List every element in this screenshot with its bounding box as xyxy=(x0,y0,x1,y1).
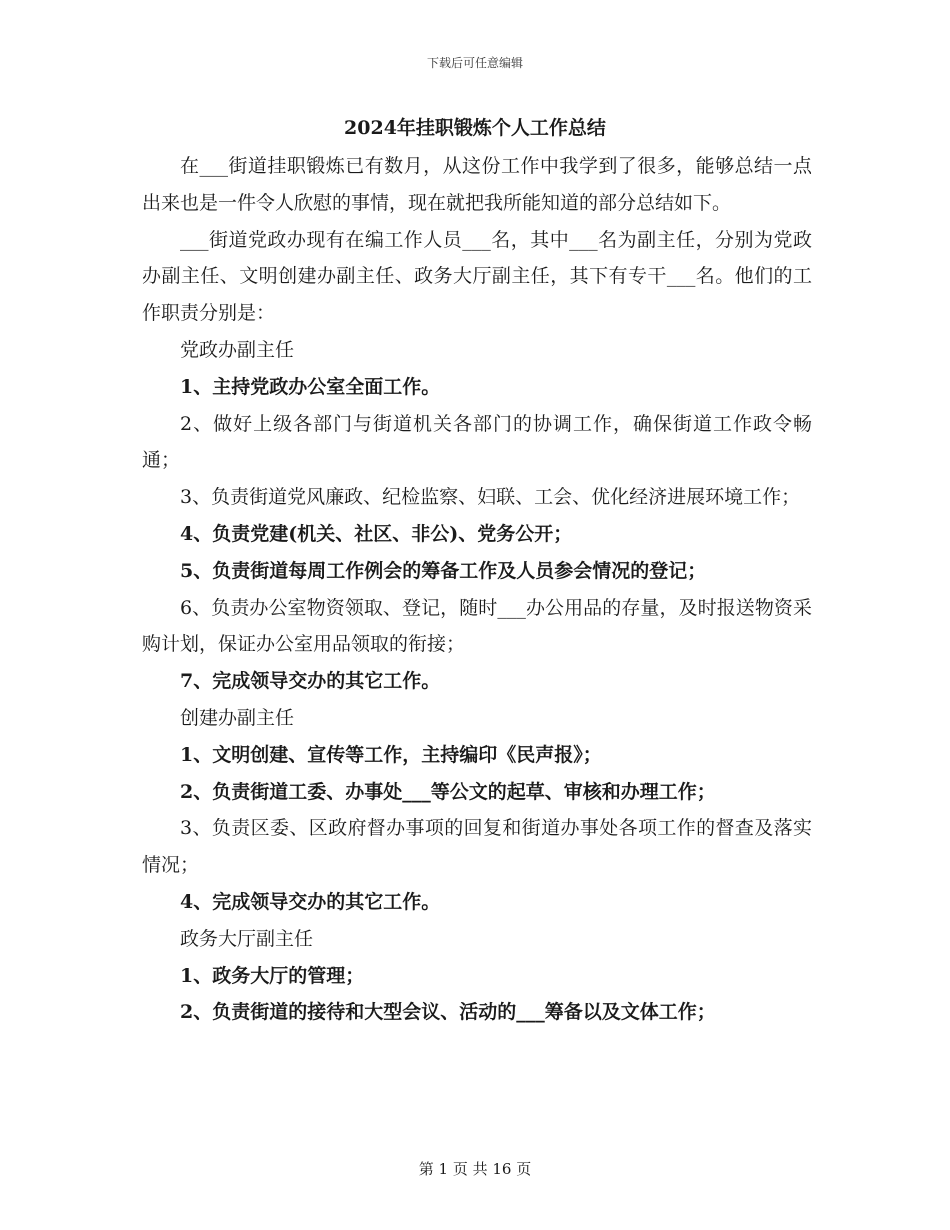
paragraph: 7、完成领导交办的其它工作。 xyxy=(180,670,441,693)
page-number: 第 1 页 共 16 页 xyxy=(418,1160,532,1178)
paragraph: 1、主持党政办公室全面工作。 xyxy=(180,375,441,398)
paragraph: 2、负责街道工委、办事处___等公文的起草、审核和办理工作； xyxy=(180,780,716,803)
paragraph: 5、负责街道每周工作例会的筹备工作及人员参会情况的登记； xyxy=(180,559,707,582)
paragraph: 6、负责办公室物资领取、登记，随时___办公用品的存量，及时报送物资采购计划，保证办公室用品领取的衔接； xyxy=(142,596,812,656)
paragraph: 1、政务大厅的管理； xyxy=(180,964,365,987)
page-header-note: 下载后可任意编辑 xyxy=(426,56,523,70)
paragraph: ___街道党政办现有在编工作人员___名，其中___名为副主任，分别为党政办副主任、文明创建办副主任、政务大厅副主任，其下有专干___名。他们的工作职责分别是： xyxy=(142,228,812,325)
paragraph: 创建办副主任 xyxy=(180,706,295,729)
paragraph: 1、文明创建、宣传等工作，主持编印《民声报》； xyxy=(180,743,602,766)
paragraph: 3、负责街道党风廉政、纪检监察、妇联、工会、优化经济进展环境工作； xyxy=(180,486,801,509)
document-body xyxy=(142,148,812,1031)
paragraph: 2、负责街道的接待和大型会议、活动的___筹备以及文体工作； xyxy=(180,1001,716,1024)
document-title: 2024年挂职锻炼个人工作总结 xyxy=(344,117,606,139)
paragraph: 2、做好上级各部门与街道机关各部门的协调工作，确保街道工作政令畅通； xyxy=(142,412,812,472)
paragraph: 4、完成领导交办的其它工作。 xyxy=(180,890,441,913)
paragraph: 政务大厅副主任 xyxy=(180,927,314,950)
paragraph: 在___街道挂职锻炼已有数月，从这份工作中我学到了很多，能够总结一点出来也是一件令人欣慰的事情，现在就把我所能知道的部分总结如下。 xyxy=(142,155,812,214)
paragraph: 3、负责区委、区政府督办事项的回复和街道办事处各项工作的督查及落实情况； xyxy=(142,817,812,877)
paragraph: 党政办副主任 xyxy=(180,338,295,361)
paragraph: 4、负责党建(机关、社区、非公)、党务公开； xyxy=(180,522,573,545)
